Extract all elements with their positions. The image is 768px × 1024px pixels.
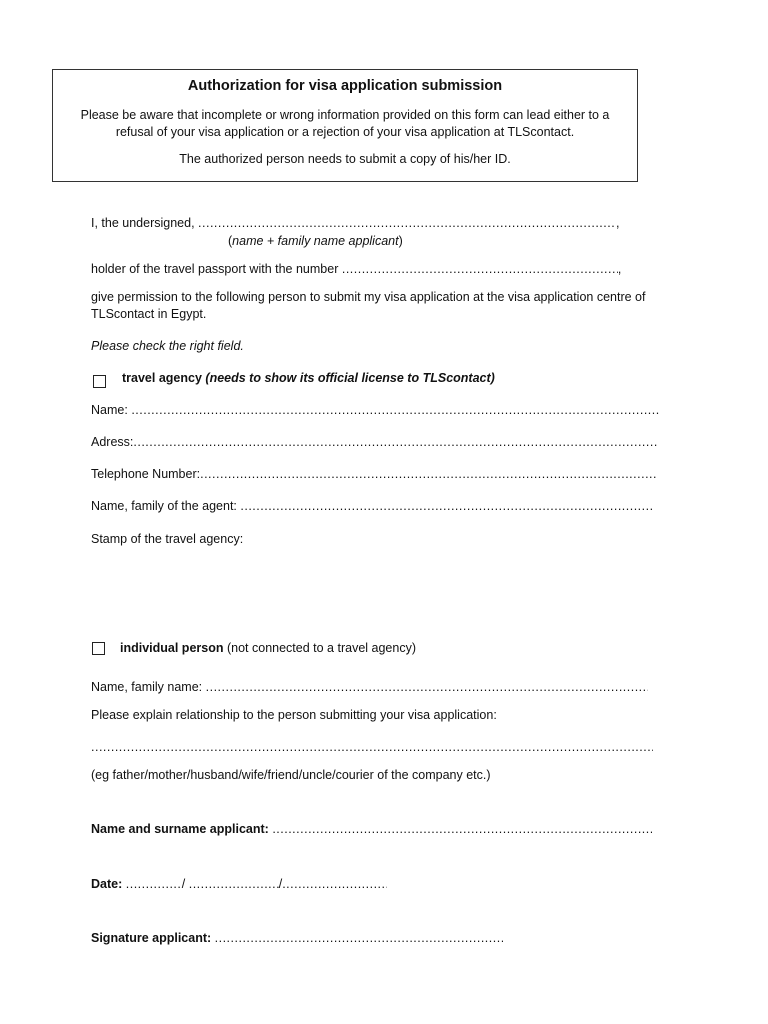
individual-name-field[interactable]	[206, 680, 648, 694]
individual-person-note: (not connected to a travel agency)	[226, 641, 416, 655]
check-instruction: Please check the right field.	[91, 339, 244, 353]
agent-name-field[interactable]	[240, 499, 652, 513]
agency-name-field[interactable]	[131, 403, 659, 417]
agency-name-row	[91, 403, 659, 417]
undersigned-name-field[interactable]	[198, 216, 616, 230]
passport-suffix: ,	[617, 262, 622, 276]
individual-name-label: Name, family name:	[91, 680, 203, 694]
date-separator-2: /	[278, 877, 283, 891]
agency-telephone-field[interactable]	[200, 467, 658, 481]
agency-stamp-label: Stamp of the travel agency:	[91, 532, 244, 546]
individual-name-row	[91, 680, 648, 694]
name-hint	[228, 234, 403, 248]
relationship-field[interactable]	[91, 740, 653, 754]
date-label: Date:	[91, 877, 123, 891]
signature-label: Signature applicant:	[91, 931, 212, 945]
relationship-prompt: Please explain relationship to the person submitting your visa application:	[91, 708, 497, 722]
relationship-examples: (eg father/mother/husband/wife/friend/uncle/courier of the company etc.)	[91, 768, 491, 782]
individual-person-checkbox[interactable]	[92, 642, 105, 655]
relationship-row	[91, 740, 653, 754]
id-note: The authorized person needs to submit a copy of his/her ID.	[179, 152, 511, 166]
individual-person-label: individual person	[120, 641, 224, 655]
undersigned-suffix: ,	[616, 216, 620, 230]
agency-address-label: Adress:	[91, 435, 134, 449]
date-year-field[interactable]	[282, 877, 387, 891]
date-day-field[interactable]	[126, 877, 182, 891]
agency-telephone-row	[91, 467, 658, 481]
agent-name-row	[91, 499, 652, 513]
undersigned-row	[91, 216, 620, 230]
individual-person-option	[120, 641, 416, 655]
date-row	[91, 877, 387, 891]
signature-field[interactable]	[215, 931, 503, 945]
agent-name-label: Name, family of the agent:	[91, 499, 237, 513]
passport-row	[91, 262, 621, 276]
surname-label: Name and surname applicant:	[91, 822, 269, 836]
name-hint-close: )	[398, 234, 403, 248]
name-hint-text: name + family name applicant	[232, 234, 399, 248]
undersigned-label: I, the undersigned,	[91, 216, 195, 230]
permission-text: give permission to the following person to submit my visa application at the visa application centre of TLScontact in Egypt.	[91, 290, 646, 321]
passport-label: holder of the travel passport with the number	[91, 262, 339, 276]
travel-agency-option	[122, 371, 495, 385]
surname-row	[91, 822, 652, 836]
travel-agency-checkbox[interactable]	[93, 375, 106, 388]
agency-telephone-label: Telephone Number:	[91, 467, 201, 481]
notice-box	[52, 69, 638, 182]
passport-number-field[interactable]	[342, 262, 618, 276]
travel-agency-label: travel agency	[122, 371, 202, 385]
name-hint-open: (	[228, 234, 233, 248]
surname-field[interactable]	[272, 822, 652, 836]
travel-agency-note: (needs to show its official license to TLScontact)	[205, 371, 495, 385]
date-month-field[interactable]	[189, 877, 279, 891]
agency-name-label: Name:	[91, 403, 128, 417]
agency-address-field[interactable]	[133, 435, 658, 449]
form-title: Authorization for visa application submission	[187, 78, 503, 94]
signature-row	[91, 931, 503, 945]
date-separator-1: /	[181, 877, 186, 891]
warning-text: Please be aware that incomplete or wrong information provided on this form can lead either to a refusal of your visa application or a rejection of your visa application at TLScontact.	[80, 108, 610, 139]
agency-address-row	[91, 435, 658, 449]
